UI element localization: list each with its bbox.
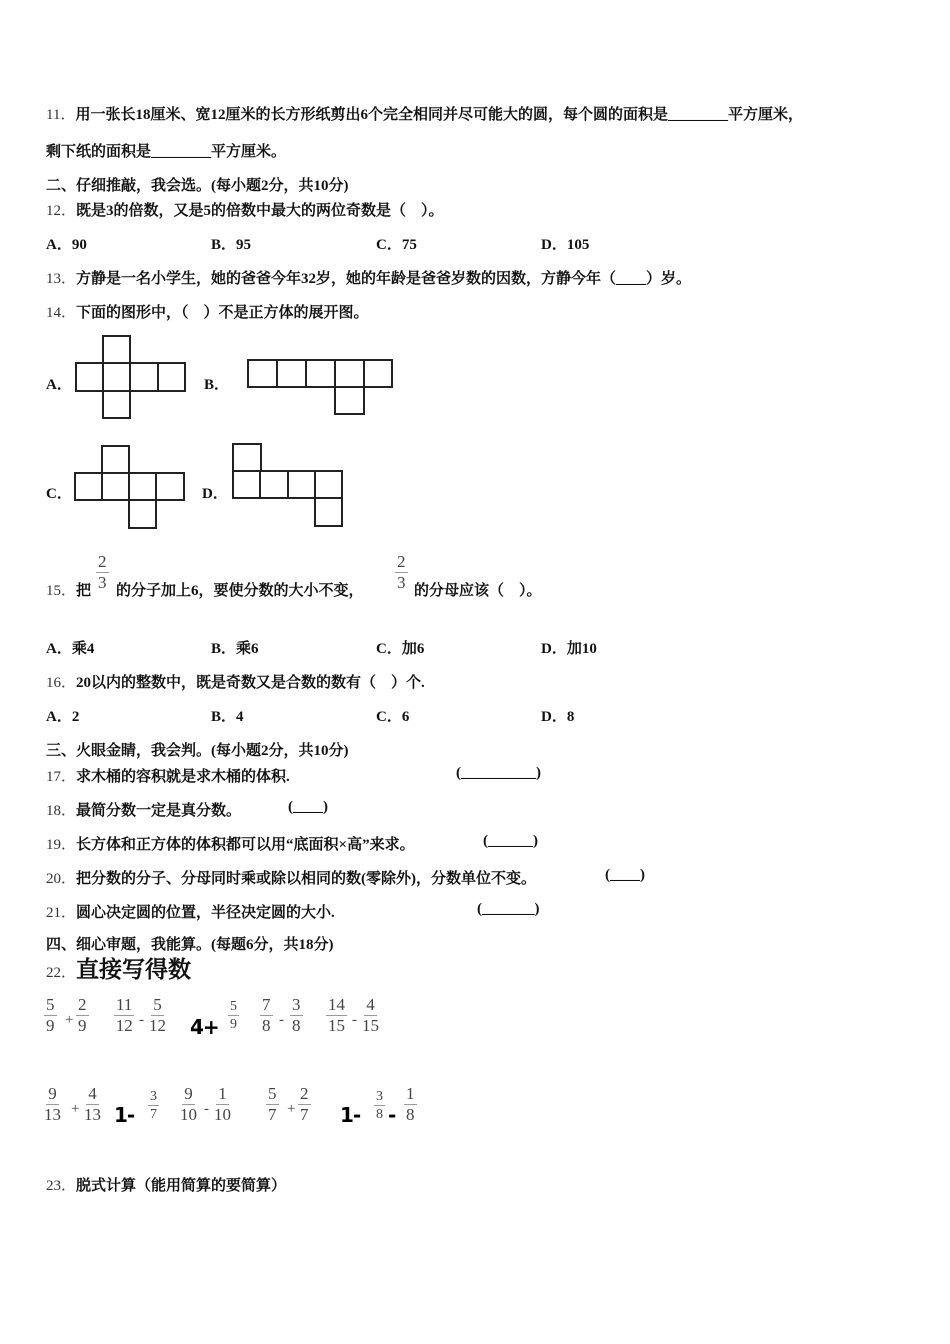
- numerator: 9: [184, 1084, 193, 1103]
- denominator: 8: [262, 1016, 271, 1035]
- numerator: 5: [153, 995, 162, 1014]
- q-text: 20以内的整数中，既是奇数又是合数的数有（ ）个.: [76, 675, 425, 691]
- q14-label-d: D．: [202, 486, 228, 502]
- q16: [46, 671, 425, 692]
- numerator: 4: [366, 995, 375, 1014]
- fraction: [114, 995, 134, 1036]
- q12-option-a: A．90: [46, 237, 87, 253]
- q-num: 20．: [46, 871, 77, 887]
- q-num: 11．: [46, 107, 76, 123]
- q22: [46, 957, 191, 983]
- denominator: 3: [397, 573, 406, 592]
- q16-option-c: C．6: [376, 709, 410, 725]
- numerator: 4: [88, 1084, 97, 1103]
- operator: -: [139, 1012, 144, 1028]
- q-text: 圆心决定圆的位置，半径决定圆的大小.: [76, 905, 335, 921]
- denominator: 15: [362, 1016, 379, 1035]
- answer-blank[interactable]: (__________): [456, 765, 541, 781]
- denominator: 13: [84, 1105, 101, 1124]
- answer-blank[interactable]: (____): [605, 867, 645, 883]
- q15-option-d: D．加10: [541, 641, 597, 657]
- q-text: 下面的图形中，（ ）不是正方体的展开图。: [76, 305, 369, 321]
- fraction: [214, 1084, 231, 1125]
- q16-option-d: D．8: [541, 709, 575, 725]
- q12-option-b: B．95: [211, 237, 252, 253]
- fraction: [266, 1084, 279, 1125]
- net-a: [76, 336, 185, 418]
- q17: [46, 765, 290, 786]
- q-text: 方静是一名小学生，她的爸爸今年32岁，她的年龄是爸爸岁数的因数，方静今年（____）岁。: [76, 271, 692, 287]
- q23: [46, 1174, 286, 1195]
- fraction: [260, 995, 273, 1036]
- q16-option-b: B．4: [211, 709, 244, 725]
- numerator: 1: [218, 1084, 227, 1103]
- q15-option-c: C．加6: [376, 641, 425, 657]
- cube-nets-figure: [0, 0, 400, 540]
- q-num: 17．: [46, 769, 77, 785]
- denominator: 13: [44, 1105, 61, 1124]
- denominator: 3: [98, 573, 107, 592]
- fraction: [180, 1084, 197, 1125]
- numerator: 5: [46, 995, 55, 1014]
- q12-option-d: D．105: [541, 237, 590, 253]
- numerator: 5: [268, 1084, 277, 1103]
- q-text: 长方体和正方体的体积都可以用“底面积×高”来求。: [76, 837, 415, 853]
- q-num: 19．: [46, 837, 77, 853]
- fraction: [76, 995, 89, 1036]
- answer-blank[interactable]: (______): [483, 833, 538, 849]
- fraction: [44, 995, 57, 1036]
- operator: 1-: [340, 1103, 361, 1127]
- numerator: 3: [376, 1089, 383, 1104]
- numerator: 2: [300, 1084, 309, 1103]
- denominator: 9: [78, 1016, 87, 1035]
- q-num: 23．: [46, 1178, 77, 1194]
- section-4-heading: 四、细心审题，我能算。(每题6分，共18分): [46, 937, 334, 953]
- operator: -: [204, 1101, 209, 1117]
- q11-line2: 剩下纸的面积是________平方厘米。: [46, 144, 287, 160]
- q-num: 21．: [46, 905, 77, 921]
- q-text: 既是3的倍数，又是5的倍数中最大的两位奇数是（ ）。: [76, 203, 444, 219]
- q-text: 的分子加上6，要使分数的大小不变，: [116, 583, 364, 599]
- denominator: 7: [150, 1107, 157, 1122]
- section-2-heading: 二、仔细推敲，我会选。(每小题2分，共10分): [46, 178, 349, 194]
- fraction: [404, 1084, 417, 1125]
- operator: 1-: [114, 1103, 135, 1127]
- fraction: [228, 998, 239, 1033]
- fraction: [84, 1084, 101, 1125]
- operator: +: [65, 1012, 74, 1028]
- q20: [46, 867, 536, 888]
- q15: [46, 579, 91, 600]
- q-num: 12．: [46, 203, 77, 219]
- answer-blank[interactable]: (____): [288, 799, 328, 815]
- denominator: 15: [328, 1016, 345, 1035]
- q-num: 22．: [46, 965, 77, 981]
- q-num: 16．: [46, 675, 77, 691]
- q-title: 直接写得数: [76, 957, 192, 982]
- q15-option-a: A．乘4: [46, 641, 95, 657]
- fraction: [374, 1088, 385, 1123]
- fraction: [290, 995, 303, 1036]
- numerator: 2: [78, 995, 87, 1014]
- denominator: 12: [149, 1016, 166, 1035]
- section-3-heading: 三、火眼金睛，我会判。(每小题2分，共10分): [46, 743, 349, 759]
- q-text: 求木桶的容积就是求木桶的体积.: [76, 769, 290, 785]
- fraction: [149, 995, 166, 1036]
- denominator: 7: [268, 1105, 277, 1124]
- denominator: 9: [230, 1017, 237, 1032]
- fraction: [148, 1088, 159, 1123]
- net-b: [248, 360, 392, 414]
- operator: 4+: [190, 1015, 219, 1039]
- q-num: 13．: [46, 271, 77, 287]
- q-num: 14．: [46, 305, 77, 321]
- answer-blank[interactable]: (_______): [477, 901, 540, 917]
- q14-label-c: C．: [46, 486, 72, 502]
- numerator: 9: [48, 1084, 57, 1103]
- numerator: 11: [116, 995, 133, 1014]
- numerator: 3: [150, 1089, 157, 1104]
- q-text: 把: [76, 583, 92, 599]
- fraction: [44, 1084, 61, 1125]
- net-c: [75, 446, 184, 528]
- q-num: 15．: [46, 583, 77, 599]
- denominator: 8: [292, 1016, 301, 1035]
- q21: [46, 901, 335, 922]
- numerator: 7: [262, 995, 271, 1014]
- denominator: 8: [376, 1107, 383, 1122]
- q-text: 脱式计算（能用简算的要简算）: [76, 1178, 287, 1194]
- denominator: 9: [46, 1016, 55, 1035]
- q12-option-c: C．75: [376, 237, 417, 253]
- denominator: 10: [180, 1105, 197, 1124]
- net-d: [233, 444, 342, 526]
- fraction: [326, 995, 347, 1036]
- fraction: [362, 995, 379, 1036]
- operator: -: [352, 1012, 357, 1028]
- operator: +: [287, 1101, 296, 1117]
- q14-label-a: A．: [46, 377, 72, 393]
- numerator: 1: [406, 1084, 415, 1103]
- fraction: [96, 552, 109, 593]
- denominator: 10: [214, 1105, 231, 1124]
- q-num: 18．: [46, 803, 77, 819]
- operator: -: [388, 1103, 396, 1127]
- numerator: 5: [230, 999, 237, 1014]
- q-text: 的分母应该（ ）。: [414, 583, 542, 599]
- q19: [46, 833, 415, 854]
- numerator: 14: [328, 995, 345, 1014]
- q-text: 最简分数一定是真分数。: [76, 803, 242, 819]
- q15-option-b: B．乘6: [211, 641, 259, 657]
- q14-label-b: B．: [204, 377, 230, 393]
- numerator: 2: [397, 552, 406, 571]
- denominator: 12: [115, 1016, 133, 1035]
- fraction: [395, 552, 408, 593]
- operator: +: [71, 1101, 80, 1117]
- numerator: 3: [292, 995, 301, 1014]
- numerator: 2: [98, 552, 107, 571]
- denominator: 7: [300, 1105, 309, 1124]
- operator: -: [279, 1012, 284, 1028]
- q18: [46, 799, 241, 820]
- q-text: 用一张长18厘米、宽12厘米的长方形纸剪出6个完全相同并尽可能大的圆，每个圆的面积是________平方厘米，: [75, 107, 803, 123]
- fraction: [298, 1084, 311, 1125]
- q16-option-a: A．2: [46, 709, 80, 725]
- q-text: 把分数的分子、分母同时乘或除以相同的数(零除外)，分数单位不变。: [76, 871, 537, 887]
- denominator: 8: [406, 1105, 415, 1124]
